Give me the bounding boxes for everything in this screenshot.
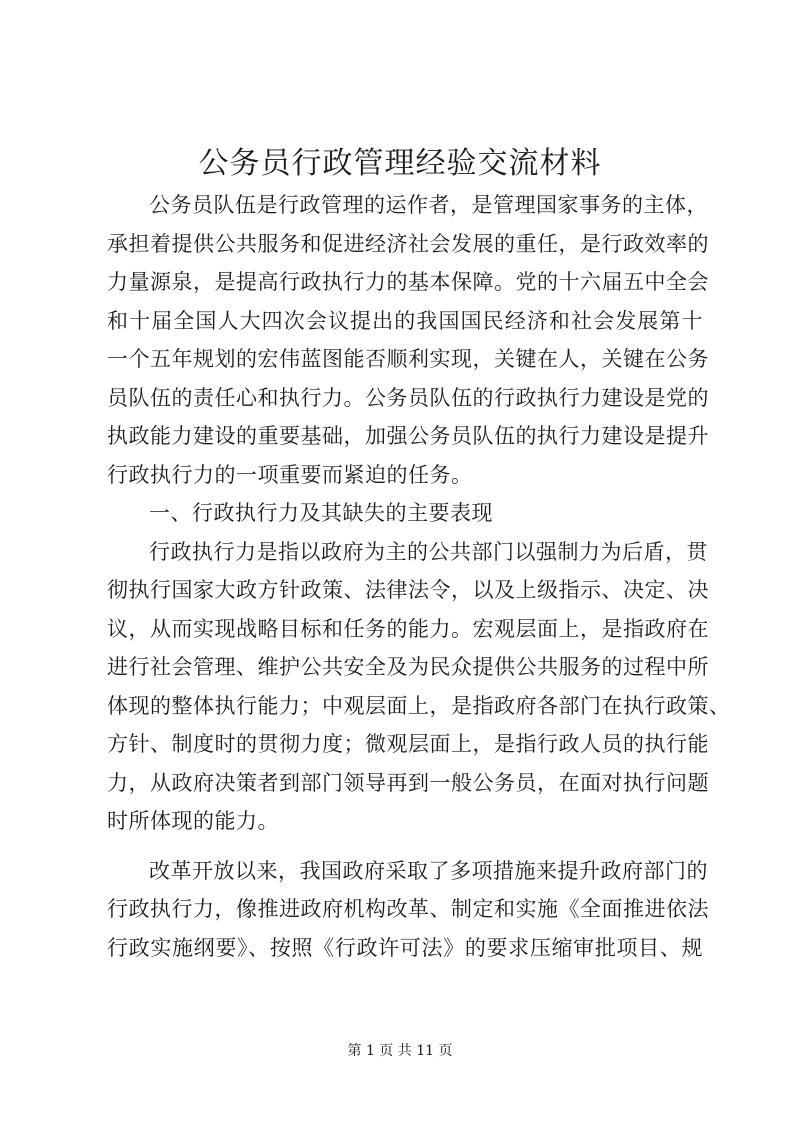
paragraph-line: 一个五年规划的宏伟蓝图能否顺利实现，关键在人，关键在公务 xyxy=(107,347,709,371)
paragraph-line: 行政执行力，像推进政府机构改革、制定和实施《全面推进依法 xyxy=(107,897,709,921)
paragraph-line: 时所体现的能力。 xyxy=(107,809,279,833)
paragraph-line: 行政执行力是指以政府为主的公共部门以强制力为后盾，贯 xyxy=(149,539,708,564)
paragraph-line: 彻执行国家大政方针政策、法律法令，以及上级指示、决定、决 xyxy=(107,578,709,602)
paragraph-line: 承担着提供公共服务和促进经济社会发展的重任，是行政效率的 xyxy=(107,231,709,256)
paragraph-line: 力量源泉，是提高行政执行力的基本保障。党的十六届五中全会 xyxy=(107,270,709,294)
paragraph-line: 执政能力建设的重要基础，加强公务员队伍的执行力建设是提升 xyxy=(107,424,709,448)
page-number-footer: 第 1 页 共 11 页 xyxy=(347,1043,453,1059)
paragraph-line: 行政实施纲要》、按照《行政许可法》的要求压缩审批项目、规 xyxy=(107,935,703,960)
paragraph-line: 方针、制度时的贯彻力度；微观层面上，是指行政人员的执行能 xyxy=(107,732,709,756)
paragraph-line: 改革开放以来，我国政府采取了多项措施来提升政府部门的 xyxy=(149,858,708,883)
paragraph-line: 力，从政府决策者到部门领导再到一般公务员，在面对执行问题 xyxy=(107,770,709,795)
paragraph-line: 议，从而实现战略目标和任务的能力。宏观层面上，是指政府在 xyxy=(107,616,709,641)
document-body xyxy=(107,186,731,967)
section-heading: 一、行政执行力及其缺失的主要表现 xyxy=(149,501,493,525)
paragraph-line: 员队伍的责任心和执行力。公务员队伍的行政执行力建设是党的 xyxy=(107,385,709,410)
paragraph-line: 进行社会管理、维护公共安全及为民众提供公共服务的过程中所 xyxy=(107,655,709,679)
paragraph-line: 行政执行力的一项重要而紧迫的任务。 xyxy=(107,462,473,487)
paragraph-line: 体现的整体执行能力；中观层面上，是指政府各部门在执行政策、 xyxy=(107,693,731,718)
paragraph-line: 公务员队伍是行政管理的运作者，是管理国家事务的主体， xyxy=(149,193,708,217)
paragraph-line: 和十届全国人大四次会议提出的我国国民经济和社会发展第十 xyxy=(107,308,703,333)
paragraph-gap xyxy=(107,841,703,852)
page-title: 公务员行政管理经验交流材料 xyxy=(198,146,602,181)
